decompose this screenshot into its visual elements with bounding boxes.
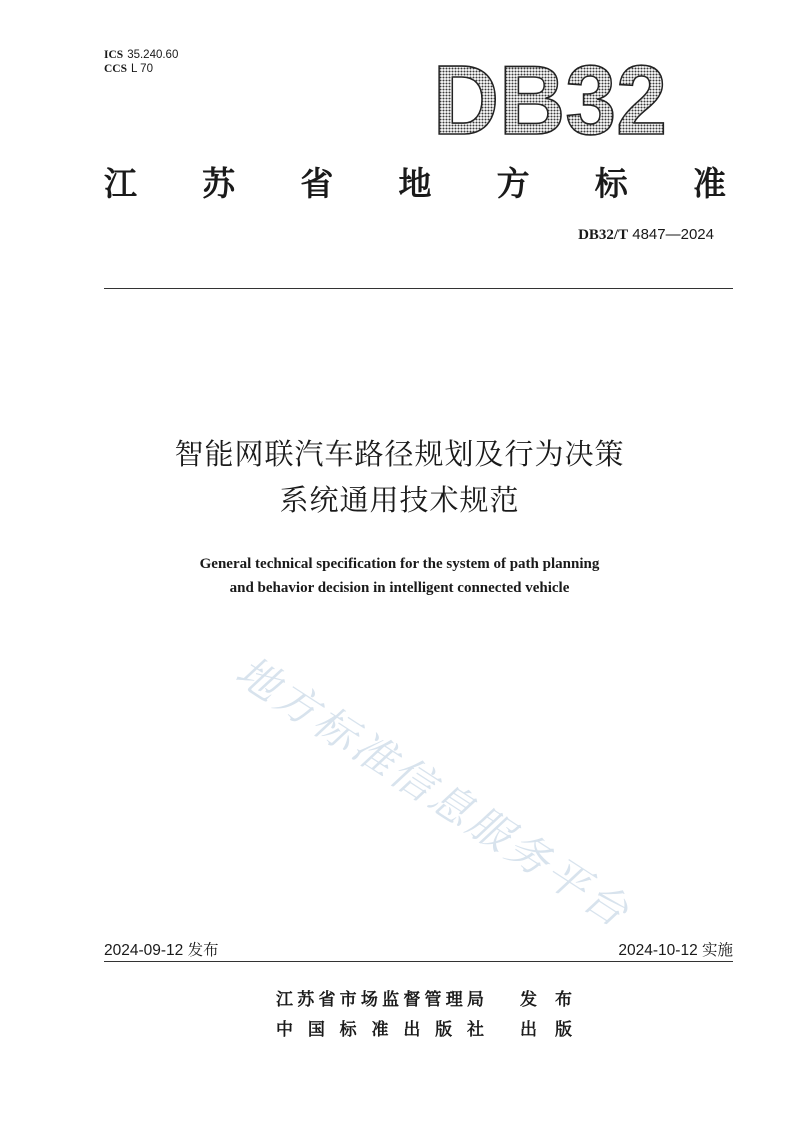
title-cn-line1: 智能网联汽车路径规划及行为决策	[174, 439, 625, 471]
standard-code	[578, 226, 714, 244]
standard-type-char: 地	[398, 167, 432, 203]
standard-code-prefix: DB32/T	[578, 227, 629, 243]
ccs-value: L 70	[131, 63, 153, 75]
standard-type-heading	[104, 158, 726, 205]
standard-type-char: 省	[300, 167, 334, 203]
press-name	[276, 1015, 484, 1040]
press-action	[520, 1015, 572, 1040]
ccs-code	[104, 62, 178, 76]
issuer-char: 江	[276, 990, 293, 1009]
issuer-char: 局	[466, 990, 484, 1009]
press-char: 社	[466, 1020, 484, 1039]
issuer-action-char: 布	[555, 990, 572, 1009]
ics-label: ICS	[104, 49, 124, 61]
issuer-name	[276, 985, 484, 1010]
title-en-line1: General technical specification for the system of path planning	[199, 556, 600, 572]
top-divider	[104, 288, 733, 289]
issuer-char: 理	[445, 990, 463, 1009]
publisher-row-press	[276, 1015, 596, 1040]
issuer-char: 管	[424, 990, 442, 1009]
implement-date: 2024-10-12 实施	[618, 942, 733, 959]
press-char: 中	[276, 1020, 293, 1039]
publisher-row-issuer	[276, 985, 596, 1010]
watermark: 地方标准信息服务平台	[227, 648, 639, 938]
standard-type-char: 准	[692, 167, 726, 203]
db32-logo-text: DB32	[433, 52, 667, 142]
issuer-char: 省	[318, 990, 336, 1009]
issue-date: 2024-09-12 发布	[104, 942, 219, 959]
standard-type-char: 标	[594, 167, 628, 203]
bottom-divider	[104, 961, 733, 962]
press-action-char: 版	[555, 1020, 572, 1039]
issuer-char: 市	[339, 990, 357, 1009]
issuer-char: 苏	[297, 990, 315, 1009]
issuer-char: 监	[382, 990, 400, 1009]
standard-code-number: 4847—2024	[632, 226, 714, 243]
issuer-action-char: 发	[520, 990, 537, 1009]
classification-codes	[104, 48, 178, 76]
issuer-action	[520, 985, 572, 1010]
issuer-char: 督	[403, 990, 421, 1009]
standard-type-char: 苏	[202, 167, 236, 203]
title-en-line2: and behavior decision in intelligent connected vehicle	[229, 580, 570, 596]
ics-value: 35.240.60	[127, 49, 179, 61]
press-char: 出	[403, 1020, 421, 1039]
press-char: 国	[307, 1020, 325, 1039]
dates-row	[104, 938, 733, 960]
press-char: 版	[435, 1020, 453, 1039]
press-char: 准	[371, 1020, 389, 1039]
standard-type-char: 方	[496, 167, 530, 203]
title-cn-line2: 系统通用技术规范	[279, 485, 520, 517]
db32-logo	[430, 52, 670, 142]
standard-type-char: 江	[104, 167, 137, 203]
press-action-char: 出	[520, 1020, 537, 1039]
issuer-char: 场	[360, 990, 378, 1009]
ics-code	[104, 48, 178, 62]
press-char: 标	[339, 1020, 357, 1039]
ccs-label: CCS	[104, 63, 128, 75]
